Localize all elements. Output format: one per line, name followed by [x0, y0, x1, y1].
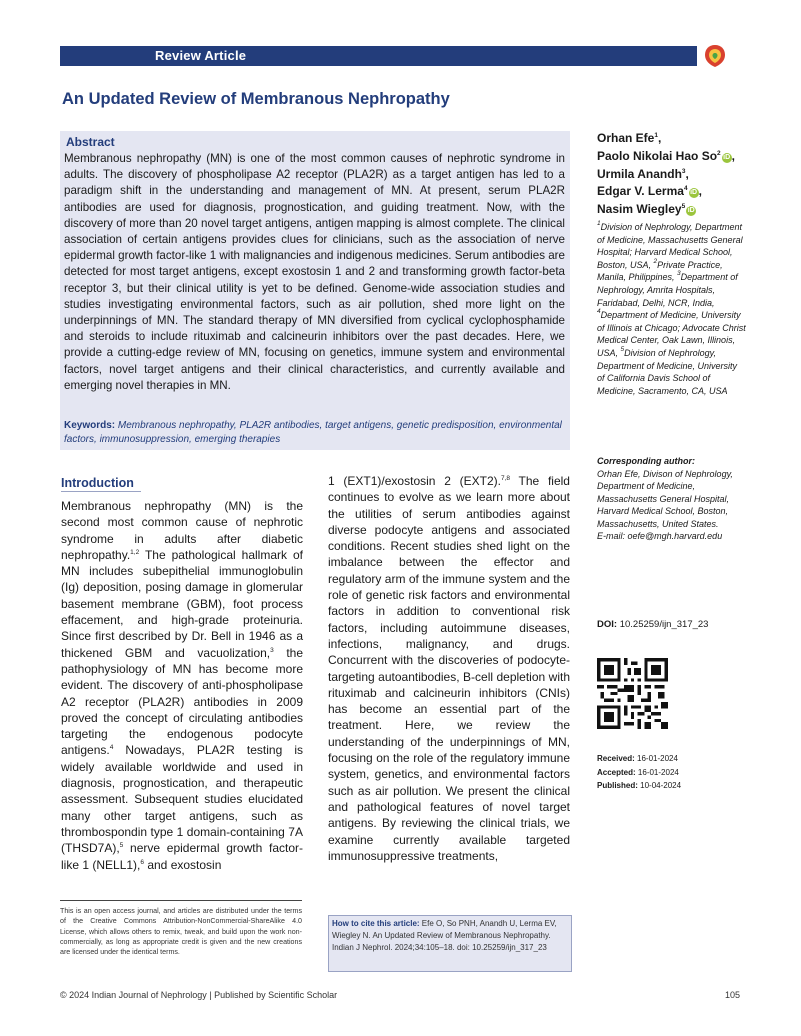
author-sup: 1: [654, 132, 658, 139]
author-sup: 2: [717, 150, 721, 157]
page-number: 105: [725, 990, 741, 1000]
date-label: Received:: [597, 754, 635, 763]
keywords-text: Membranous nephropathy, PLA2R antibodies, target antigens, genetic predisposition, environmental factors, immunosuppression, emerging therapies: [64, 420, 562, 445]
date-label: Accepted:: [597, 767, 636, 777]
citation-ref[interactable]: 3: [270, 646, 274, 654]
corresponding-author-heading: Corresponding author:: [597, 456, 695, 466]
date-value: 16-01-2024: [637, 767, 679, 777]
author-suffix: ,: [698, 184, 702, 198]
orcid-icon[interactable]: iD: [687, 207, 695, 214]
doi-label: DOI:: [597, 619, 618, 630]
author-sup: 4: [683, 185, 688, 192]
affiliation-text: Division of Nephrology, Department of Medicine, Massachusetts General Hospital; Harvard Medical School, Boston, USA,: [597, 222, 743, 270]
introduction-column-1: [61, 498, 303, 873]
affiliations: [597, 221, 747, 397]
author-name: Orhan Efe: [597, 131, 655, 145]
orcid-icon[interactable]: iD: [690, 189, 698, 196]
author-suffix: ,: [685, 167, 689, 181]
license-text: This is an open access journal, and articles are distributed under the terms of the Creative Commons Attribution-NonCommercial-ShareAlike 4.0 License, which allows others to remix, tweak, and build upon the work non-commercially, as long as appropriate credit is given and the new creations are licensed under the identical terms.: [60, 907, 302, 957]
date-label: Published:: [597, 781, 638, 790]
dates: [597, 752, 681, 793]
author-name: Paolo Nikolai Hao So: [597, 149, 718, 163]
doi: [597, 619, 708, 630]
corresponding-author-text: [597, 468, 747, 542]
author-name: Edgar V. Lerma: [597, 184, 684, 198]
date-published: [597, 779, 681, 793]
affiliation-text: Private Practice, Manila, Philippines,: [597, 259, 723, 283]
author-5: [597, 202, 696, 216]
keywords-label: Keywords:: [64, 420, 116, 431]
citation-ref[interactable]: 7,8: [500, 475, 511, 482]
article-title: An Updated Review of Membranous Nephropathy: [62, 90, 450, 108]
footer-copyright: © 2024 Indian Journal of Nephrology | Published by Scientific Scholar: [60, 990, 338, 1000]
author-4: [597, 184, 702, 198]
author-sup: 5: [681, 203, 686, 210]
date-accepted: [597, 766, 681, 780]
body-text: The pathological hallmark of MN includes subepithelial immunoglobulin (Ig) deposition, posing damage in glomerular basement membrane (GBM), foot process effacement, and high-grade proteinuria. Since first described by Dr. Bell in 1946 as a thickened GBM and vacuolization,: [61, 547, 303, 660]
citation-body: Efe O, So PNH, Anandh U, Lerma EV, Wiegley N. An Updated Review of Membranous Nephropathy. Indian J Nephrol. 2024;34:105–18. doi: 10.25259/ijn_317_23: [332, 919, 557, 952]
affiliation-text: Department of Medicine, University of Illinois at Chicago; Advocate Christ Medical Center, Oak Lawn, Illinois, USA,: [597, 310, 746, 358]
author-name: Nasim Wiegley: [597, 202, 682, 216]
affiliation-text: Division of Nephrology, Department of Medicine, University of California Davis School of Medicine, Sacramento, CA, USA: [597, 347, 738, 396]
corresponding-author-address: Orhan Efe, Divison of Nephrology, Department of Medicine, Massachusetts General Hospital, Harvard Medical School, Boston, Massachusetts, United States.: [597, 469, 733, 529]
affiliation-text: Department of Nephrology, Amrita Hospitals, Faridabad, Delhi, NCR, India,: [597, 272, 738, 308]
body-text: and exostosin: [144, 857, 222, 872]
body-text: 1 (EXT1)/exostosin 2 (EXT2).: [328, 474, 501, 488]
introduction-rule: [61, 491, 141, 492]
author-sup: 3: [681, 168, 686, 175]
affiliation-sup: 3: [677, 270, 681, 278]
citation-ref[interactable]: 6: [140, 858, 144, 866]
qr-code-icon[interactable]: [597, 658, 668, 729]
author-2: [597, 149, 735, 163]
citation-text: [332, 918, 568, 953]
citation-ref[interactable]: 4: [109, 744, 114, 752]
date-value: 16-01-2024: [637, 754, 678, 763]
section-label: Review Article: [155, 48, 247, 63]
orcid-icon[interactable]: iD: [723, 154, 731, 161]
journal-logo-icon: [704, 44, 726, 68]
license-rule: [60, 900, 302, 901]
author-1: [597, 131, 661, 145]
date-value: 10-04-2024: [640, 781, 682, 790]
date-received: [597, 752, 681, 766]
abstract-heading: Abstract: [66, 135, 115, 149]
affiliation-sup: 4: [597, 308, 601, 316]
citation-ref[interactable]: 1,2: [130, 548, 140, 556]
affiliation-sup: 2: [653, 257, 658, 265]
affiliation-sup: 1: [597, 220, 601, 227]
author-suffix: ,: [731, 149, 735, 163]
body-text: Nowadays, PLA2R testing is widely available worldwide and used in diagnosis, prognostication, and therapeutic assessment. Subsequent studies elucidated many other target antigens, such as thrombospondin type 1 domain-containing 7A (THSD7A),: [61, 743, 303, 856]
abstract-text: Membranous nephropathy (MN) is one of the most common causes of nephrotic syndrome in adults. The discovery of phospholipase A2 receptor (PLA2R) as a target antigen has led to a paradigm shift in the understanding and management of MN. At present, serum PLA2R antibodies are used for diagnosis, prognostication, and guiding treatment. Now, with the discovery of more than 20 novel target antigens, antigen mapping is almost complete. The clinical association of certain antigens provides clues for clinicians, such as the association of nerve epidermal growth factor-like 1 with malignancies and indigenous medicines. Serum antibodies are detected for most target antigens, except exostosin 1 and 2 and transforming growth factor-beta receptor 3, but their clinical utility is yet to be defined. Genome-wide association studies and studies investigating environmental factors, such as air pollution, shed more light on the underpinnings of MN. The standard therapy of MN diversified from cyclical cyclophosphamide and steroids to include rituximab and calcineurin inhibitors over the past decades. Here, we provide a cutting-edge review of MN, focusing on genetics, immune system and environmental factors, novel target antigens and their clinical characteristics, and currently available and emerging novel therapies in MN.: [64, 152, 565, 392]
keywords: [64, 419, 567, 447]
body-text: nerve epidermal growth factor-like 1 (NELL1),: [61, 841, 303, 872]
author-name: Urmila Anandh: [597, 167, 682, 181]
body-text: Membranous nephropathy (MN) is the second most common cause of nephrotic syndrome in adults after diabetic nephropathy.: [61, 499, 303, 562]
citation-ref[interactable]: 5: [119, 842, 124, 850]
introduction-column-2: [328, 473, 570, 864]
citation-label: How to cite this article:: [332, 919, 420, 928]
doi-link[interactable]: 10.25259/ijn_317_23: [619, 619, 709, 630]
introduction-heading: Introduction: [61, 476, 134, 490]
body-text: The field continues to evolve as we learn more about the utilities of serum antibodies against diverse podocyte antigens and associated conditions. Recent studies shed light on the imbalance between the effector and regulatory arm of the immune system and the role of genetic risk factors and environmental factors in addition to conventional risk factors, including autoimmune diseases, infections, malignancy, and drugs. Concurrent with the discoveries of podocyte-targeting autoantibodies, B-cell depletion with rituximab and calcineurin inhibitors (CNIs) has become an essential part of the treatment. Here, we review the understanding of the underpinnings of MN, focusing on the role of the regulatory immune system, genetics, and environmental factors such as air pollution. We present the clinical and pathological features of novel target antigens. By reviewing the clinical trials, we examine currently available targeted immunosuppressive treatments,: [328, 474, 570, 863]
author-3: [597, 167, 689, 181]
corresponding-author-email[interactable]: E-mail: oefe@mgh.harvard.edu: [597, 531, 723, 542]
affiliation-sup: 5: [620, 345, 625, 353]
author-suffix: ,: [657, 131, 662, 145]
body-text: the pathophysiology of MN has become more evident. The discovery of anti-phospholipase A2 receptor (PLA2R) antibodies in 2009 proved the concept of circulating antibodies targeting the endogenous podocyte antigens.: [61, 645, 304, 758]
